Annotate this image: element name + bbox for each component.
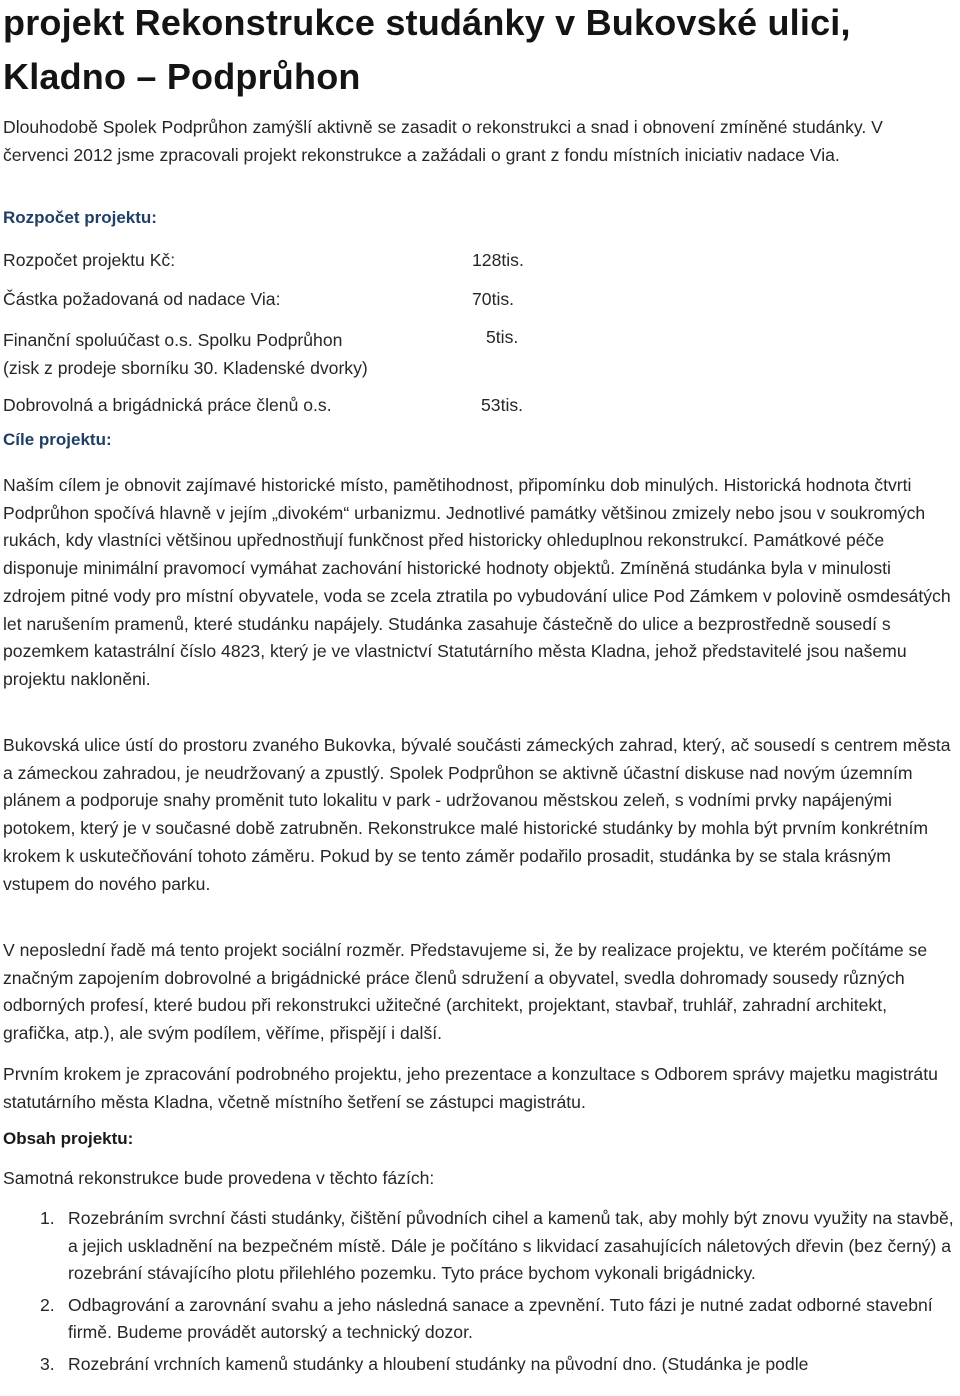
list-item-number: 1. (40, 1208, 55, 1228)
budget-row-value: 128tis. (472, 250, 524, 270)
budget-row-label: Rozpočet projektu Kč: (3, 250, 176, 270)
phase-list (0, 1205, 960, 1379)
goals-paragraph: Prvním krokem je zpracování podrobného projektu, jeho prezentace a konzultace s Odborem správy majetku magistrátu statutárního města Kladna, včetně místního šetření se zástupci magistrátu. (3, 1064, 938, 1112)
list-item-number: 3. (40, 1353, 55, 1374)
list-item-text: Rozebráním svrchní části studánky, čištění původních cihel a kamenů tak, aby mohly být znovu využity na stavbě, a jejich uskladnění na bezpečném místě. Dále je počítáno s likvidací zasahujících náletových dřevin (bez černý) a rozebrání stávajícího plotu přilehlého pozemku. Tyto práce bychom vykonali brigádnicky. (68, 1208, 954, 1284)
intro-paragraph: Dlouhodobě Spolek Podprůhon zamýšlí aktivně se zasadit o rekonstrukci a snad i obnovení zmíněné studánky. V červenci 2012 jsme zpracovali projekt rekonstrukce a zažádali o grant z fondu místních iniciativ nadace Via. (3, 117, 883, 165)
budget-row (3, 395, 563, 421)
budget-row (3, 289, 563, 315)
list-item (0, 1205, 960, 1288)
budget-row-label: Dobrovolná a brigádnická práce členů o.s. (3, 395, 332, 415)
budget-heading: Rozpočet projektu: (3, 208, 157, 227)
content-heading: Obsah projektu: (3, 1129, 134, 1148)
budget-row-value: 70tis. (472, 289, 515, 309)
content-intro: Samotná rekonstrukce bude provedena v těchto fázích: (3, 1168, 435, 1188)
list-item-number: 2. (40, 1294, 55, 1315)
title-line-2: Kladno – Podprůhon (3, 56, 361, 97)
budget-row-sublabel: (zisk z prodeje sborníku 30. Kladenské dvorky) (3, 358, 368, 378)
budget-row (3, 327, 563, 381)
budget-row-value: 53tis. (481, 395, 524, 415)
list-item (0, 1292, 960, 1347)
goals-paragraph: Naším cílem je obnovit zajímavé historické místo, pamětihodnost, připomínku dob minulých. Historická hodnota čtvrti Podprůhon spočívá hlavně v jejím „divokém“ urbanizmu. Jednotlivé památky většinou zmizely nebo jsou v soukromých rukách, kdy vlastníci většinou upřednostňují funkčnost před historicky ohleduplnou rekonstrukcí. Památkové péče disponuje minimální pravomocí vymáhat zachování historické hodnoty objektů. Zmíněná studánka byla v minulosti zdrojem pitné vody pro místní obyvatele, voda se zcela ztratila po vybudování ulice Pod Zámkem v polovině osmdesátých let narušením pramenů, které studánku napájely. Studánka zasahuje částečně do ulice a bezprostředně sousedí s pozemkem katastrální číslo 4823, který je ve vlastnictví Statutárního města Kladna, jehož představitelé jsou našemu projektu nakloněni. (3, 475, 951, 689)
goals-paragraph: Bukovská ulice ústí do prostoru zvaného Bukovka, bývalé součásti zámeckých zahrad, který, ač sousedí s centrem města a zámeckou zahradou, je neudržovaný a zpustlý. Spolek Podprůhon se aktivně účastní diskuse nad novým územním plánem a podporuje snahy proměnit tuto lokalitu v park - udržovanou městskou zeleň, s vodními prvky napájenými potokem, který je v současné době zatrubněn. Rekonstrukce malé historické studánky by mohla být prvním konkrétním krokem k uskutečňování tohoto záměru. Pokud by se tento záměr podařilo prosadit, studánka by se stala krásným vstupem do nového parku. (3, 735, 951, 894)
budget-row-label: Částka požadovaná od nadace Via: (3, 289, 281, 309)
list-item-text: Rozebrání vrchních kamenů studánky a hloubení studánky na původní dno. (Studánka je podle (68, 1353, 809, 1374)
goals-paragraph: V neposlední řadě má tento projekt sociální rozměr. Představujeme si, že by realizace projektu, ve kterém počítáme se značným zapojením dobrovolné a brigádnické práce členů sdružení a obyvatel, svedla dohromady sousedy různých odborných profesí, které budou při rekonstrukci užitečné (architekt, projektant, stavbař, truhlář, zahradní architekt, grafička, atp.), ale svým podílem, věříme, přispějí i další. (3, 940, 928, 1044)
budget-row-value: 5tis. (486, 327, 519, 347)
budget-row-label: Finanční spoluúčast o.s. Spolku Podprůhon (3, 330, 343, 350)
goals-heading: Cíle projektu: (3, 430, 112, 449)
budget-row (3, 250, 563, 276)
title-line-1: projekt Rekonstrukce studánky v Bukovské ulici, (3, 2, 851, 43)
list-item (0, 1351, 960, 1379)
list-item-text: Odbagrování a zarovnání svahu a jeho následná sanace a zpevnění. Tuto fázi je nutné zadat odborné stavební firmě. Budeme provádět autorský a technický dozor. (68, 1294, 933, 1343)
